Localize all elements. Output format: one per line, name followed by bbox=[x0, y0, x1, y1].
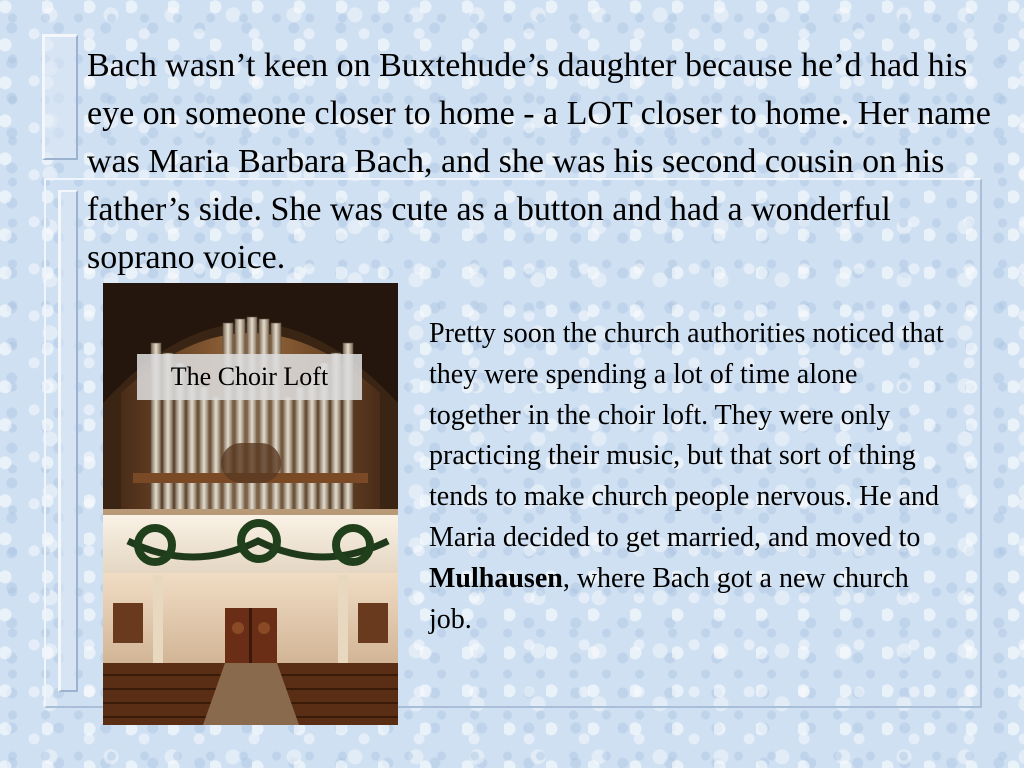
mulhausen-bold-text: Mulhausen bbox=[429, 562, 563, 594]
decorative-frame-top-left bbox=[42, 34, 78, 160]
organ-illustration bbox=[103, 283, 398, 725]
decorative-frame-left bbox=[58, 190, 78, 692]
photo-caption: The Choir Loft bbox=[137, 354, 362, 400]
intro-paragraph: Bach wasn’t keen on Buxtehude’s daughter because he’d had his eye on someone closer to home - a LOT closer to home. Her name was Maria Barbara Bach, and she was his second cousin on his father’s side. She was cute as a button and had a wonderful soprano voice. bbox=[87, 47, 991, 276]
body-text-end: , where Bach got a new church job. bbox=[429, 562, 909, 635]
body-paragraph bbox=[429, 314, 949, 640]
body-text-start: Pretty soon the church authorities noticed that they were spending a lot of time alone together in the choir loft. They were only practicing their music, but that sort of thing tends to make church people nervous. He and Maria decided to get married, and moved to bbox=[429, 318, 944, 553]
choir-loft-photo bbox=[103, 283, 398, 725]
